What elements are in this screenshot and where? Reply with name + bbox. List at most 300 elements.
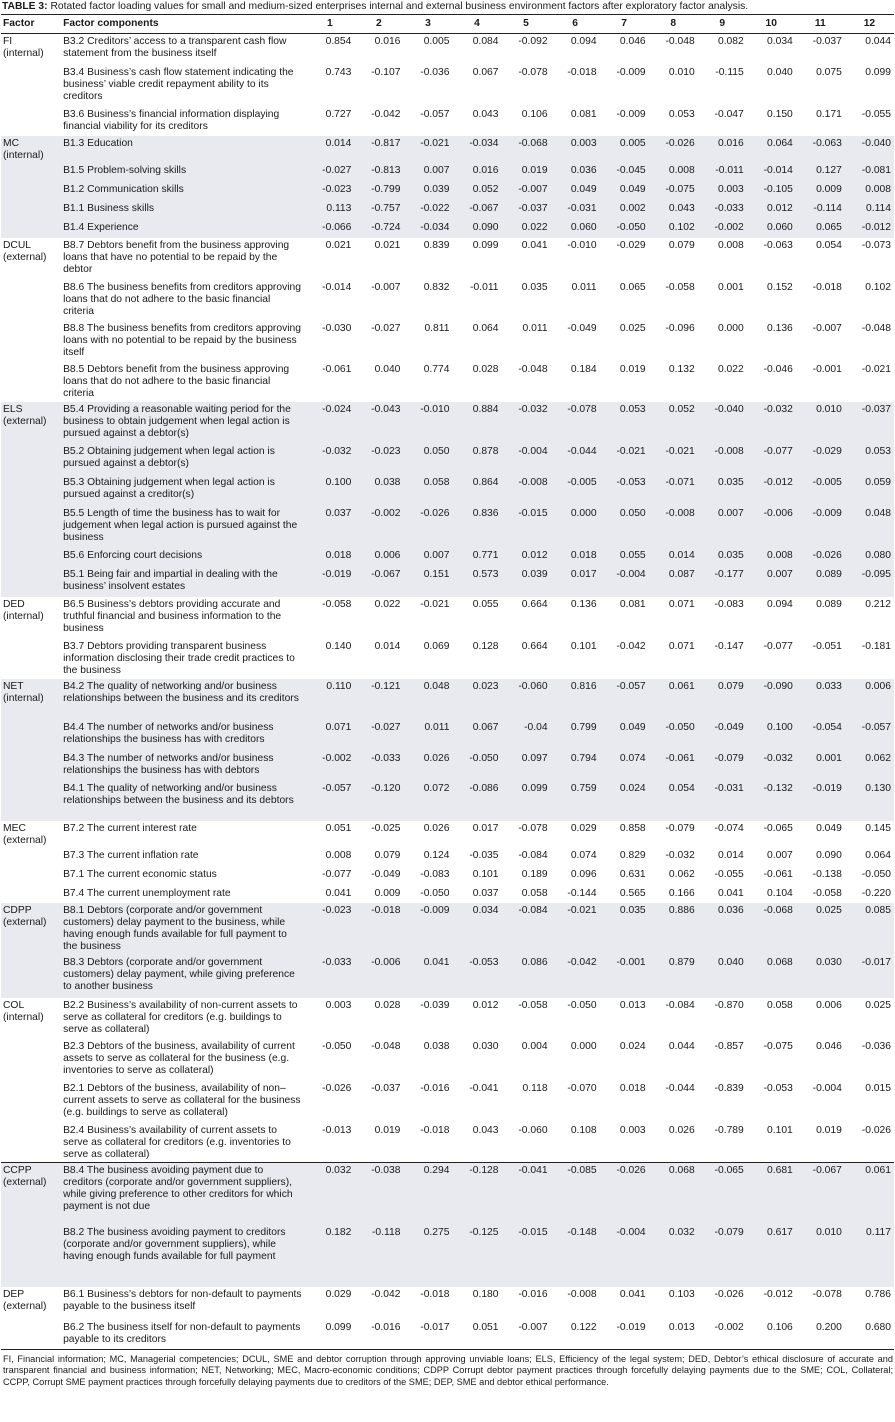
loading-value: 0.081 [619, 598, 646, 610]
loading-value: 0.086 [502, 955, 551, 998]
factor-scope: (external) [3, 251, 47, 263]
loading-value: -0.004 [600, 567, 649, 597]
loading-value: 0.759 [551, 781, 600, 821]
header-loading-10: 10 [747, 15, 796, 34]
loading-value: 0.106 [747, 1320, 796, 1350]
factor-scope: (internal) [3, 1011, 44, 1023]
loading-value: -0.012 [845, 220, 894, 238]
loading-value: 0.071 [305, 720, 354, 751]
loading-value: -0.004 [812, 1082, 842, 1094]
loading-value: 0.002 [600, 201, 649, 220]
loading-value: -0.009 [616, 108, 646, 120]
factor-cell [1, 220, 61, 238]
loading-value: 0.100 [305, 475, 354, 506]
loading-value: -0.031 [698, 781, 747, 821]
loading-value: 0.879 [649, 955, 698, 998]
loading-value: 0.011 [522, 322, 548, 334]
factor-component-cell: B6.1 Business’s debtors for non-default to payments payable to the business itself [63, 1288, 302, 1312]
loading-value: 0.829 [619, 849, 646, 861]
factor-cell [1, 201, 61, 220]
loading-value: -0.078 [551, 402, 600, 444]
loading-value: -0.047 [714, 108, 744, 120]
loading-value: 0.035 [600, 903, 649, 955]
loading-value: -0.120 [354, 781, 403, 821]
loading-value: -0.077 [322, 868, 352, 880]
loading-value: 0.113 [305, 201, 354, 220]
loading-value: 0.049 [816, 822, 842, 834]
factor-component-cell: B5.2 Obtaining judgement when legal action is pursued against a debtor(s) [61, 444, 305, 475]
loading-value: -0.016 [518, 1288, 548, 1300]
factor-cell [1, 444, 61, 475]
table-row [1, 867, 894, 886]
table-row [1, 781, 894, 821]
loading-value: -0.065 [698, 1163, 747, 1225]
loading-value: 0.743 [325, 66, 352, 78]
loading-value: -0.018 [420, 1288, 450, 1300]
factor-cell [1, 821, 61, 848]
loading-value: 0.094 [570, 36, 597, 47]
loading-value: 0.080 [845, 548, 894, 567]
loading-value: 0.003 [619, 1124, 646, 1136]
header-loading-3: 3 [403, 15, 452, 34]
loading-value: -0.065 [763, 822, 793, 834]
loading-value: 0.019 [502, 163, 551, 182]
loading-value: -0.023 [305, 182, 354, 201]
loading-value: 0.099 [472, 239, 499, 251]
table-row [1, 1081, 894, 1123]
loading-value: -0.021 [861, 363, 891, 375]
table-row [1, 444, 894, 475]
loading-value: 0.062 [845, 751, 894, 781]
loading-value: -0.018 [812, 281, 842, 293]
loading-value: 0.016 [374, 36, 401, 47]
loading-value: -0.061 [649, 751, 698, 781]
loading-value: 0.001 [796, 751, 845, 781]
loading-value: -0.018 [420, 1124, 450, 1136]
loading-value: -0.019 [305, 567, 354, 597]
factor-cell [1, 886, 61, 903]
loading-value: -0.039 [420, 999, 450, 1011]
loading-value: 0.029 [570, 822, 597, 834]
loading-value: 0.048 [403, 679, 452, 720]
factor-cell [1, 238, 61, 280]
loading-value: 0.068 [649, 1163, 698, 1225]
loading-value: 0.055 [472, 598, 499, 610]
loading-value: -0.125 [452, 1225, 501, 1287]
table-row [1, 1287, 894, 1320]
loading-value: 0.008 [845, 182, 894, 201]
loading-value: -0.026 [649, 136, 698, 163]
loading-value: -0.057 [305, 781, 354, 821]
factor-component-cell: B7.2 The current interest rate [63, 822, 197, 834]
loading-value: -0.049 [698, 720, 747, 751]
table-row [1, 475, 894, 506]
loading-value: 0.030 [472, 1040, 499, 1052]
table-row [1, 1163, 894, 1225]
loading-value: 0.021 [325, 239, 352, 251]
loading-value: 0.102 [865, 281, 891, 293]
loading-value: -0.005 [796, 475, 845, 506]
loading-value: 0.122 [551, 1320, 600, 1350]
factor-component-cell: B8.1 Debtors (corporate and/or government customers) delay payment to the business, while having enough funds available for full payment to the business [61, 903, 305, 955]
table-header [1, 15, 894, 34]
loading-value: -0.114 [796, 201, 845, 220]
loading-value: 0.681 [747, 1163, 796, 1225]
loading-value: -0.066 [305, 220, 354, 238]
loading-value: 0.079 [374, 849, 401, 861]
loading-value: -0.115 [715, 66, 744, 78]
loading-value: 0.145 [865, 822, 891, 834]
loading-value: 0.617 [747, 1225, 796, 1287]
loading-value: 0.055 [600, 548, 649, 567]
loading-value: -0.757 [354, 201, 403, 220]
factor-loading-table [1, 14, 894, 1350]
loading-value: 0.090 [452, 220, 501, 238]
loading-value: -0.032 [665, 849, 695, 861]
loading-value: -0.053 [452, 955, 501, 998]
loading-value: 0.022 [717, 363, 744, 375]
loading-value: 0.008 [325, 849, 352, 861]
loading-value: -0.799 [354, 182, 403, 201]
loading-value: -0.077 [747, 444, 796, 475]
loading-value: -0.055 [714, 868, 744, 880]
loading-value: 0.026 [423, 822, 450, 834]
loading-value: -0.061 [322, 363, 352, 375]
loading-value: -0.075 [649, 182, 698, 201]
loading-value: -0.071 [649, 475, 698, 506]
loading-value: 0.096 [570, 868, 597, 880]
loading-value: -0.036 [420, 66, 450, 78]
table-row [1, 163, 894, 182]
loading-value: 0.074 [570, 849, 597, 861]
factor-cell [1, 34, 61, 65]
loading-value: -0.004 [502, 444, 551, 475]
table-footnote: FI, Financial information; MC, Managerial competencies; DCUL, SME and debtor corruption through approving unviable loans; ELS, Efficiency of the legal system; DED, Debtor’s ethical disclosure of accurate and transparent financial and business information; NET, Networking; MEC, Macro-economic conditions; CDPP Corrupt debtor payment practices through forcefully delaying payments due to the SME; COL, Collateral; CCPP, Corrupt SME payment practices through forcefully delaying payments due to creditors of the SME; DEP, SME and debtor ethical performance. [3, 1354, 893, 1387]
loading-value: -0.077 [763, 640, 793, 652]
loading-value: -0.021 [600, 444, 649, 475]
loading-value: 0.043 [649, 201, 698, 220]
loading-value: 0.013 [619, 999, 646, 1011]
loading-value: 0.124 [423, 849, 450, 861]
table-row [1, 201, 894, 220]
factor-cell [1, 720, 61, 751]
loading-value: -0.017 [403, 1320, 452, 1350]
loading-value: 0.075 [816, 66, 842, 78]
loading-value: -0.092 [518, 36, 548, 47]
loading-value: -0.121 [354, 679, 403, 720]
loading-value: 0.182 [305, 1225, 354, 1287]
loading-value: 0.071 [668, 598, 695, 610]
loading-value: 0.036 [551, 163, 600, 182]
factor-component-cell: B6.5 Business’s debtors providing accurate and truthful financial and business information to the business [63, 598, 282, 634]
table-row [1, 751, 894, 781]
loading-value: -0.050 [600, 220, 649, 238]
loading-value: 0.052 [649, 402, 698, 444]
loading-value: -0.046 [763, 363, 793, 375]
loading-value: 0.050 [600, 506, 649, 548]
factor-group-mec [1, 821, 894, 903]
loading-value: 0.854 [325, 36, 352, 47]
factor-cell [1, 1163, 61, 1225]
loading-value: -0.181 [861, 640, 891, 652]
loading-value: 0.060 [551, 220, 600, 238]
loading-value: -0.144 [567, 887, 597, 899]
loading-value: -0.010 [567, 239, 597, 251]
loading-value: 0.101 [570, 640, 597, 652]
factor-component-cell: B5.3 Obtaining judgement when legal action is pursued against a creditor(s) [61, 475, 305, 506]
loading-value: 0.007 [767, 849, 793, 861]
loading-value: 0.025 [619, 322, 646, 334]
loading-value: 0.014 [717, 849, 744, 861]
factor-component-cell: B8.4 The business avoiding payment due to creditors (corporate and/or government suppliers), while giving preference to other creditors for which payment is not due [61, 1163, 305, 1225]
factor-component-cell: B3.6 Business’s financial information displaying financial viability for its creditors [63, 108, 280, 132]
factor-scope: (internal) [3, 149, 44, 161]
loading-value: -0.078 [518, 822, 548, 834]
table-row [1, 639, 894, 679]
loading-value: 0.062 [668, 868, 695, 880]
table-row [1, 903, 894, 955]
loading-value: -0.048 [518, 363, 548, 375]
factor-component-cell: B7.4 The current unemployment rate [63, 887, 231, 899]
loading-value: 0.022 [502, 220, 551, 238]
loading-value: 0.039 [403, 182, 452, 201]
loading-value: 0.012 [747, 201, 796, 220]
loading-value: 0.085 [845, 903, 894, 955]
loading-value: 0.040 [698, 955, 747, 998]
loading-value: 0.294 [403, 1163, 452, 1225]
loading-value: 0.166 [668, 887, 695, 899]
loading-value: 0.003 [698, 182, 747, 201]
loading-value: 0.811 [424, 322, 450, 334]
loading-value: 0.037 [472, 887, 499, 899]
factor-code: CDPP [3, 904, 32, 916]
loading-value: -0.060 [502, 679, 551, 720]
factor-group-dep [1, 1287, 894, 1350]
loading-value: 0.004 [521, 1040, 548, 1052]
loading-value: -0.128 [452, 1163, 501, 1225]
loading-value: -0.022 [403, 201, 452, 220]
table-row [1, 321, 894, 362]
loading-value: 0.041 [619, 1288, 646, 1300]
loading-value: -0.021 [403, 136, 452, 163]
loading-value: -0.013 [322, 1124, 352, 1136]
loading-value: -0.006 [747, 506, 796, 548]
loading-value: 0.046 [816, 1040, 842, 1052]
factor-component-cell: B7.3 The current inflation rate [63, 849, 199, 861]
table-row [1, 567, 894, 597]
loading-value: -0.009 [403, 903, 452, 955]
loading-value: 0.079 [668, 239, 695, 251]
factor-group-col [1, 998, 894, 1163]
loading-value: -0.096 [665, 322, 695, 334]
loading-value: 0.026 [403, 751, 452, 781]
factor-cell [1, 1320, 61, 1350]
loading-value: 0.035 [698, 475, 747, 506]
loading-value: 0.026 [668, 1124, 695, 1136]
loading-value: -0.050 [649, 720, 698, 751]
loading-value: 0.035 [698, 548, 747, 567]
loading-value: -0.007 [502, 1320, 551, 1350]
loading-value: -0.012 [747, 475, 796, 506]
header-loading-1: 1 [305, 15, 354, 34]
loading-value: -0.075 [763, 1040, 793, 1052]
table-row [1, 1123, 894, 1163]
loading-value: 0.072 [403, 781, 452, 821]
factor-group-fi [1, 34, 894, 136]
factor-cell [1, 867, 61, 886]
loading-value: -0.870 [714, 999, 744, 1011]
table-row [1, 679, 894, 720]
loading-value: 0.069 [423, 640, 450, 652]
loading-value: -0.037 [812, 36, 842, 47]
loading-value: -0.054 [796, 720, 845, 751]
loading-value: 0.068 [747, 955, 796, 998]
loading-value: 0.054 [816, 239, 842, 251]
loading-value: 0.003 [551, 136, 600, 163]
factor-component-cell: B1.4 Experience [61, 220, 305, 238]
factor-code: MEC [3, 822, 26, 834]
loading-value: -0.037 [371, 1082, 401, 1094]
loading-value: -0.026 [600, 1163, 649, 1225]
loading-value: -0.011 [698, 163, 747, 182]
loading-value: -0.029 [616, 239, 646, 251]
loading-value: -0.006 [354, 955, 403, 998]
loading-value: 0.008 [649, 163, 698, 182]
loading-value: -0.021 [649, 444, 698, 475]
loading-value: -0.057 [845, 720, 894, 751]
factor-component-cell: B1.2 Communication skills [61, 182, 305, 201]
loading-value: -0.032 [747, 402, 796, 444]
loading-value: 0.021 [374, 239, 401, 251]
loading-value: -0.049 [567, 322, 597, 334]
loading-value: -0.040 [845, 136, 894, 163]
loading-value: 0.053 [845, 444, 894, 475]
loading-value: 0.087 [649, 567, 698, 597]
factor-group-dcul [1, 238, 894, 402]
loading-value: -0.048 [861, 322, 891, 334]
loading-value: 0.878 [452, 444, 501, 475]
loading-value: 0.007 [747, 567, 796, 597]
factor-component-cell: B2.1 Debtors of the business, availability of non–current assets to serve as collateral for the business (e.g. buildings to serve as collateral) [63, 1082, 301, 1118]
loading-value: -0.079 [698, 1225, 747, 1287]
factor-cell [1, 848, 61, 867]
loading-value: 0.030 [796, 955, 845, 998]
factor-cell [1, 107, 61, 136]
loading-value: -0.084 [518, 849, 548, 861]
loading-value: 0.007 [403, 548, 452, 567]
loading-value: -0.008 [649, 506, 698, 548]
table-row [1, 34, 894, 65]
header-loading-6: 6 [551, 15, 600, 34]
loading-value: -0.010 [403, 402, 452, 444]
loading-value: -0.079 [665, 822, 695, 834]
loading-value: -0.085 [551, 1163, 600, 1225]
table-row [1, 65, 894, 107]
loading-value: 0.017 [551, 567, 600, 597]
factor-cell [1, 65, 61, 107]
factor-component-cell: B8.2 The business avoiding payment to creditors (corporate and/or government suppliers), while having enough funds available for full payment [61, 1225, 305, 1287]
loading-value: -0.107 [371, 66, 401, 78]
loading-value: -0.048 [665, 36, 695, 47]
loading-value: 0.041 [403, 955, 452, 998]
loading-value: 0.019 [619, 363, 646, 375]
loading-value: -0.008 [567, 1288, 597, 1300]
loading-value: 0.028 [374, 999, 401, 1011]
factor-code: MC [3, 137, 20, 149]
loading-value: -0.019 [600, 1320, 649, 1350]
loading-value: 0.024 [600, 781, 649, 821]
factor-component-cell: B4.4 The number of networks and/or business relationships the business has with creditors [61, 720, 305, 751]
loading-value: 0.039 [502, 567, 551, 597]
table-row [1, 821, 894, 848]
loading-value: 0.774 [423, 363, 450, 375]
loading-value: 0.041 [717, 887, 744, 899]
loading-value: 0.664 [521, 598, 548, 610]
factor-component-cell: B2.3 Debtors of the business, availability of current assets to serve as collateral for the business (e.g. inventories to serve as collateral) [63, 1040, 295, 1076]
loading-value: 0.130 [845, 781, 894, 821]
loading-value: -0.011 [470, 281, 499, 293]
loading-value: -0.027 [371, 322, 401, 334]
header-loading-11: 11 [796, 15, 845, 34]
loading-value: 0.110 [305, 679, 354, 720]
factor-cell [1, 1225, 61, 1287]
loading-value: 0.001 [717, 281, 744, 293]
loading-value: 0.003 [325, 999, 352, 1011]
loading-value: 0.864 [452, 475, 501, 506]
loading-value: -0.789 [714, 1124, 744, 1136]
loading-value: -0.041 [502, 1163, 551, 1225]
factor-component-cell: B1.3 Education [61, 136, 305, 163]
loading-value: 0.018 [619, 1082, 646, 1094]
loading-value: -0.026 [714, 1288, 744, 1300]
loading-value: -0.078 [812, 1288, 842, 1300]
loading-value: -0.014 [322, 281, 352, 293]
header-loading-9: 9 [698, 15, 747, 34]
factor-cell [1, 182, 61, 201]
loading-value: 0.033 [796, 679, 845, 720]
factor-component-cell: B2.2 Business’s availability of non-current assets to serve as collateral for creditors (e.g. buildings to serve as collateral) [63, 999, 298, 1035]
loading-value: 0.106 [521, 108, 548, 120]
loading-value: -0.037 [845, 402, 894, 444]
table-row [1, 506, 894, 548]
loading-value: -0.018 [567, 66, 597, 78]
loading-value: 0.212 [865, 598, 891, 610]
loading-value: -0.038 [354, 1163, 403, 1225]
loading-value: -0.055 [861, 108, 891, 120]
loading-value: -0.033 [354, 751, 403, 781]
loading-value: 0.051 [325, 822, 352, 834]
loading-value: -0.053 [600, 475, 649, 506]
loading-value: 0.058 [767, 999, 793, 1011]
loading-value: -0.007 [371, 281, 401, 293]
loading-value: -0.090 [747, 679, 796, 720]
loading-value: -0.220 [861, 887, 891, 899]
loading-value: 0.044 [668, 1040, 695, 1052]
loading-value: 0.005 [423, 36, 450, 47]
factor-code: CCPP [3, 1165, 32, 1176]
loading-value: 0.058 [403, 475, 452, 506]
loading-value: -0.041 [469, 1082, 499, 1094]
loading-value: 0.132 [668, 363, 695, 375]
loading-value: 0.040 [374, 363, 401, 375]
factor-component-cell: B8.8 The business benefits from creditors approving loans with no potential to be repaid by the business itself [63, 322, 301, 358]
loading-value: -0.002 [354, 506, 403, 548]
loading-value: 0.097 [502, 751, 551, 781]
loading-value: 0.013 [649, 1320, 698, 1350]
loading-value: -0.070 [567, 1082, 597, 1094]
loading-value: 0.037 [305, 506, 354, 548]
loading-value: -0.042 [371, 108, 401, 120]
